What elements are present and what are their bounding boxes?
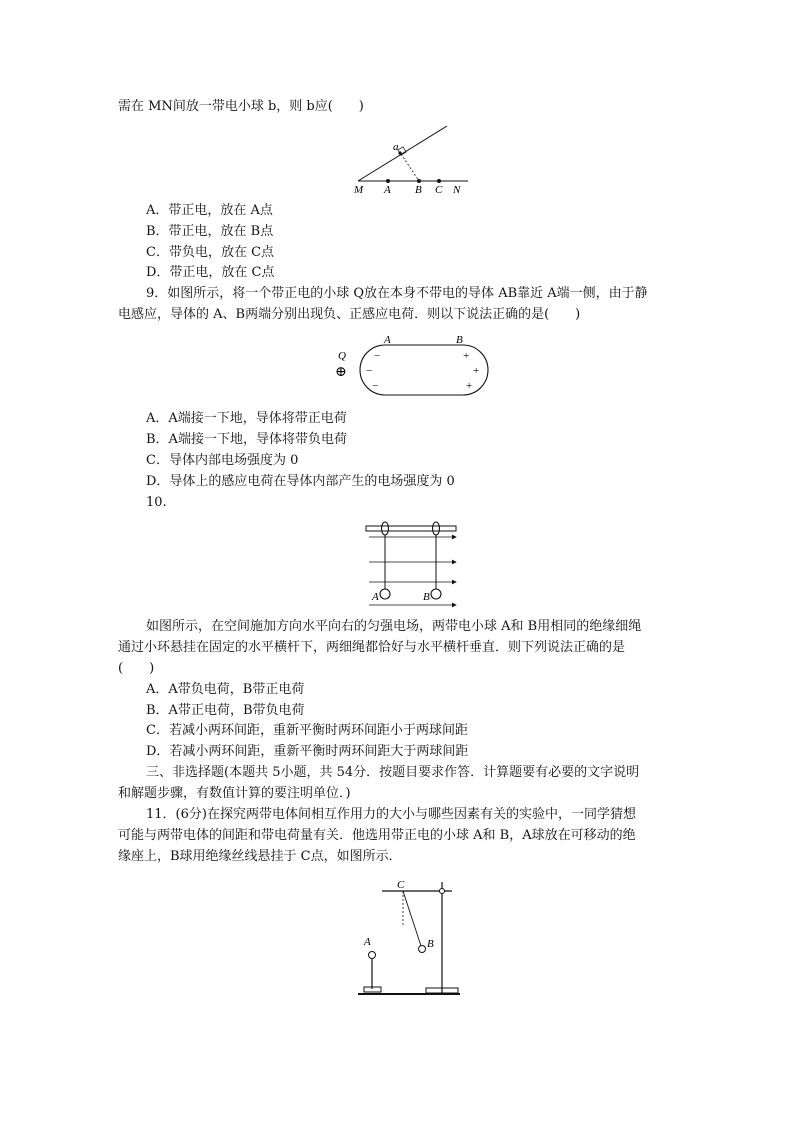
q11-label-C: C <box>397 879 405 891</box>
q9-stem-line-2: 电感应，导体的 A、B两端分别出现负、正感应电荷．则以下说法正确的是( ) <box>118 307 581 322</box>
q9-neg-charge-1: − <box>374 350 381 362</box>
q9-ball-Q: ⊕ <box>335 365 347 380</box>
q10-option-a: A．A带负电荷，B带正电荷 <box>146 682 305 697</box>
q9-option-c: C．导体内部电场强度为 0 <box>146 453 299 468</box>
q10-label-B: B <box>423 591 430 603</box>
q9-pos-charge-1: + <box>463 350 470 362</box>
q8-stem: 需在 MN间放一带电小球 b，则 b应( ) <box>118 99 364 114</box>
q10-stem-line-3: ( ) <box>118 661 155 676</box>
q8-option-b: B．带正电，放在 B点 <box>146 224 274 239</box>
q10-option-c: C．若减小两环间距，重新平衡时两环间距小于两球间距 <box>146 723 468 738</box>
q11-label-A: A <box>364 936 371 948</box>
q8-option-d: D．带正电，放在 C点 <box>146 265 275 280</box>
q10-number: 10. <box>146 495 167 510</box>
q8-option-a: A．带正电，放在 A点 <box>146 203 273 218</box>
q10-stem-line-1: 如图所示，在空间施加方向水平向右的匀强电场，两带电小球 A和 B用相同的绝缘细绳 <box>146 619 642 634</box>
q11-line-3: 缘座上，B球用绝缘丝线悬挂于 C点，如图所示． <box>118 849 402 864</box>
q8-incline-line <box>358 126 447 181</box>
q9-option-b: B．A端接一下地，导体将带负电荷 <box>146 432 347 447</box>
q10-ball-a <box>380 589 390 599</box>
q10-ball-b <box>431 589 441 599</box>
q11-label-B: B <box>427 938 434 950</box>
q8-dashed-perpendicular <box>401 154 419 181</box>
q8-option-c: C．带负电，放在 C点 <box>146 245 275 260</box>
q10-ring-a <box>382 522 389 535</box>
section3-line-1: 三、非选择题(本题共 5小题，共 54分．按题目要求作答．计算题要有必要的文字说明 <box>146 765 640 780</box>
q9-stem-line-1: 9．如图所示，将一个带正电的小球 Q放在本身不带电的导体 AB靠近 A端一侧，由于静 <box>146 286 648 301</box>
q8-label-C: C <box>435 184 443 196</box>
q11-line-1: 11．(6分)在探究两带电体间相互作用力的大小与哪些因素有关的实验中，一同学猜想 <box>146 807 636 822</box>
q8-point-A <box>386 179 390 183</box>
q11-thread <box>403 891 421 946</box>
q8-point-B <box>417 179 421 183</box>
q11-ball-a <box>369 952 376 959</box>
q11-clamp <box>440 889 445 894</box>
q8-point-C <box>437 179 441 183</box>
q9-label-B: B <box>456 334 463 346</box>
q11-line-2: 可能与两带电体的间距和带电荷量有关．他选用带正电的小球 A和 B，A球放在可移动的绝 <box>118 828 636 843</box>
q8-label-B: B <box>415 184 422 196</box>
q9-option-d: D．导体上的感应电荷在导体内部产生的电场强度为 0 <box>146 474 455 489</box>
q10-horizontal-bar <box>366 526 456 531</box>
q10-option-b: B．A带正电荷，B带负电荷 <box>146 703 305 718</box>
q8-label-N: N <box>453 184 461 196</box>
section3-line-2: 和解题步骤，有数值计算的要注明单位．) <box>118 786 351 801</box>
q10-option-d: D．若减小两环间距，重新平衡时两环间距大于两球间距 <box>146 744 469 759</box>
q10-ring-b <box>433 522 440 535</box>
q11-ball-b <box>419 946 426 953</box>
q9-label-A: A <box>384 334 391 346</box>
q8-label-M: M <box>354 184 364 196</box>
q8-figure <box>348 122 478 197</box>
q8-point-a <box>398 151 401 154</box>
q9-option-a: A．A端接一下地，导体将带正电荷 <box>146 411 347 426</box>
q9-pos-charge-3: + <box>466 380 473 392</box>
q10-figure <box>364 518 464 608</box>
q9-pos-charge-2: + <box>473 365 480 377</box>
q10-stem-line-2: 通过小环悬挂在固定的水平横杆下，两细绳都恰好与水平横杆垂直．则下列说法正确的是 <box>118 640 626 655</box>
q9-figure <box>332 333 492 403</box>
q9-neg-charge-3: − <box>372 380 379 392</box>
q11-figure <box>352 878 464 1000</box>
q9-neg-charge-2: − <box>366 365 373 377</box>
q8-label-a: a <box>393 141 399 153</box>
q8-label-A: A <box>384 184 391 196</box>
q9-label-Q: Q <box>338 350 346 362</box>
q10-label-A: A <box>372 591 379 603</box>
